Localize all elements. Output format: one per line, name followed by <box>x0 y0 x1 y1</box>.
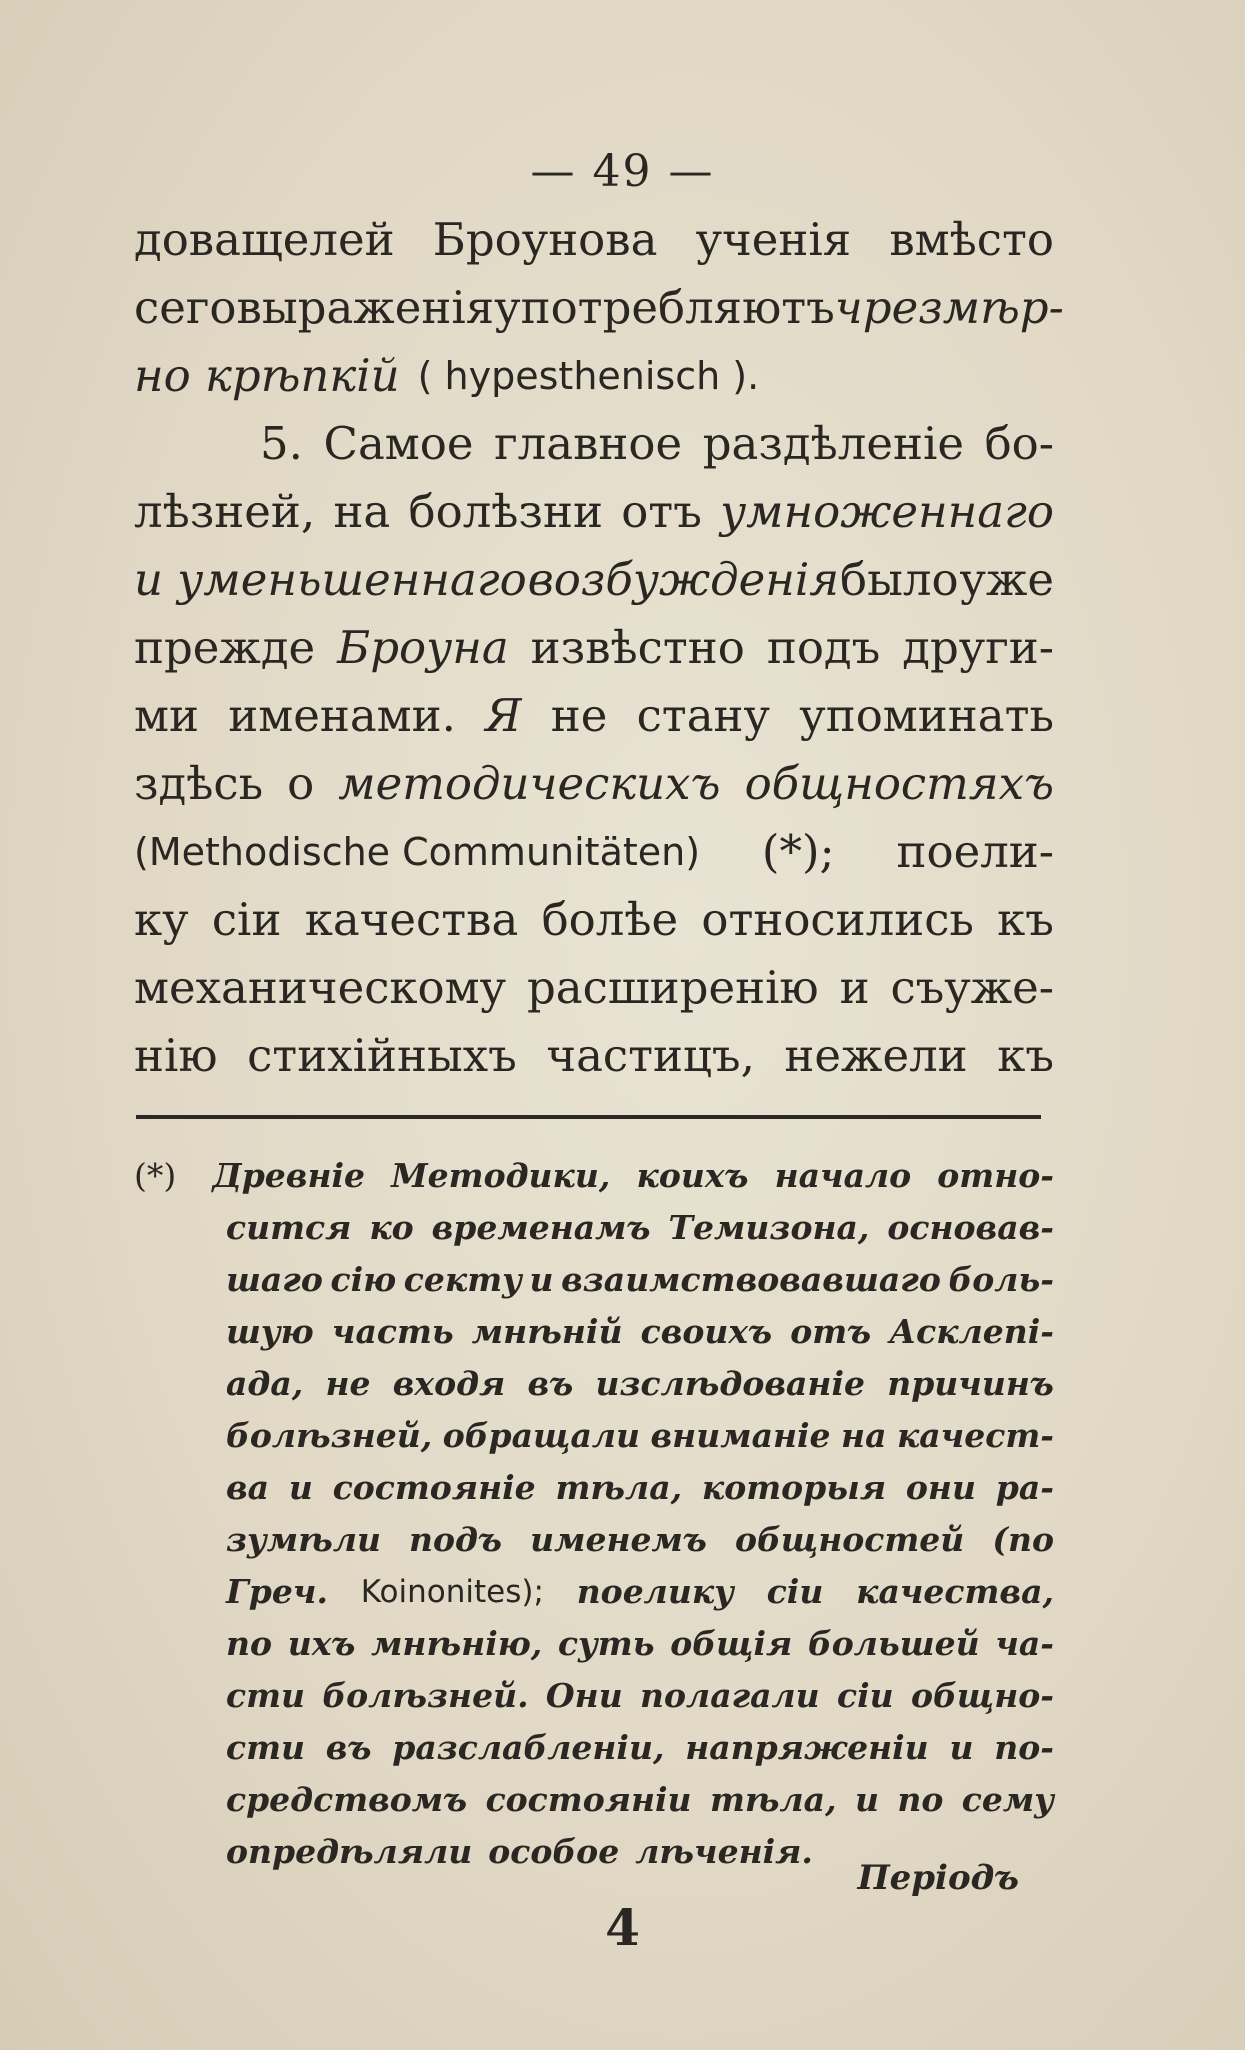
word: къ <box>997 1029 1054 1082</box>
word: поели- <box>896 825 1054 878</box>
word: относились <box>701 893 974 946</box>
word: болѣзней, <box>226 1416 433 1455</box>
word: частицъ, <box>546 1029 755 1082</box>
word: по <box>897 1780 944 1819</box>
word: доващелей <box>134 213 395 266</box>
text-line <box>134 1022 1054 1090</box>
word: качества <box>304 893 519 946</box>
word: поелику <box>576 1572 734 1611</box>
word: боль- <box>948 1260 1054 1299</box>
footnote-line <box>134 1150 1054 1202</box>
word: тѣла, <box>709 1780 837 1819</box>
italic-word: возбужденія <box>527 553 840 606</box>
word: упоминать <box>799 689 1054 742</box>
word: сію <box>330 1260 397 1299</box>
word: и <box>529 1260 554 1299</box>
word: ученія <box>695 213 852 266</box>
word: шую <box>226 1312 314 1351</box>
word: болѣзней. <box>322 1676 529 1715</box>
word: лѣзней, <box>134 485 316 538</box>
word: стану <box>636 689 770 742</box>
word: Асклепі- <box>889 1312 1054 1351</box>
word: сится <box>226 1208 352 1247</box>
word: ада, <box>226 1364 304 1403</box>
word: причинъ <box>887 1364 1054 1403</box>
word: въ <box>527 1364 574 1403</box>
footnote-line <box>134 1462 1054 1514</box>
word: ча- <box>995 1624 1054 1663</box>
italic-word: общностяхъ <box>744 757 1054 810</box>
italic-word: чрезмѣр- <box>834 281 1064 334</box>
word: прежде <box>134 621 316 674</box>
word: опредѣляли <box>226 1832 473 1871</box>
word: ва <box>226 1468 270 1507</box>
word: и <box>854 1780 879 1819</box>
word: своихъ <box>640 1312 773 1351</box>
word: други- <box>902 621 1054 674</box>
word: здѣсь <box>134 757 264 810</box>
word: стихійныхъ <box>247 1029 517 1082</box>
signature-mark: 4 <box>605 1898 640 1957</box>
text-line <box>134 206 1054 274</box>
word: подъ <box>409 1520 502 1559</box>
paragraph-number: 5. <box>260 417 303 470</box>
word: (по <box>992 1520 1054 1559</box>
page-number: — 49 — <box>530 146 715 197</box>
italic-word: умноженнаго <box>720 485 1054 538</box>
word: главное <box>494 417 683 470</box>
word: полагали <box>640 1676 820 1715</box>
main-text <box>134 206 1064 1090</box>
footnote-marker: (*) <box>134 1156 177 1195</box>
footnote-line <box>134 1774 1054 1826</box>
word: Методики, <box>391 1156 611 1195</box>
word: которыя <box>701 1468 887 1507</box>
word: нежели <box>784 1029 968 1082</box>
footnote-line <box>134 1514 1054 1566</box>
word: бо- <box>984 417 1054 470</box>
text-line <box>134 750 1054 818</box>
text-line <box>134 274 1064 342</box>
word: нію <box>134 1029 218 1082</box>
word: отно- <box>937 1156 1054 1195</box>
word: суть <box>557 1624 655 1663</box>
text-line <box>134 886 1054 954</box>
text-line <box>134 614 1054 682</box>
word: разслабленіи, <box>392 1728 665 1767</box>
text-line <box>134 546 1054 614</box>
word: коихъ <box>636 1156 749 1195</box>
text-line <box>134 478 1054 546</box>
word: входя <box>392 1364 506 1403</box>
word: состояніе <box>332 1468 536 1507</box>
word: по- <box>994 1728 1054 1767</box>
word: на <box>333 485 391 538</box>
latin-term: ( hypesthenisch ). <box>417 354 760 398</box>
word: именемъ <box>530 1520 707 1559</box>
word: съуже- <box>890 961 1054 1014</box>
word: ихъ <box>287 1624 356 1663</box>
word: они <box>905 1468 976 1507</box>
word: качества, <box>856 1572 1054 1611</box>
footnote <box>134 1150 1054 1878</box>
footnote-line <box>134 1306 1054 1358</box>
word: сти <box>226 1728 306 1767</box>
footnote-line <box>134 1722 1054 1774</box>
word: сіи <box>211 893 282 946</box>
word: механическому <box>134 961 507 1014</box>
word: ми <box>134 689 199 742</box>
word: къ <box>997 893 1054 946</box>
word: болѣзни <box>408 485 603 538</box>
footnote-line <box>134 1670 1054 1722</box>
text-line <box>134 682 1054 750</box>
italic-word: Я <box>485 689 522 742</box>
word: выраженія <box>236 281 495 334</box>
word: Они <box>545 1676 623 1715</box>
word: отъ <box>621 485 702 538</box>
footnote-line <box>134 1566 1054 1618</box>
word: было <box>840 553 959 606</box>
word: и <box>839 961 870 1014</box>
text-line <box>134 342 1054 410</box>
word: общностей <box>734 1520 965 1559</box>
word: основав- <box>887 1208 1054 1247</box>
word: состояніи <box>485 1780 692 1819</box>
word: качест- <box>896 1416 1054 1455</box>
word: не <box>550 689 608 742</box>
word: уже <box>959 553 1054 606</box>
word: отъ <box>790 1312 872 1351</box>
word: зумѣли <box>226 1520 381 1559</box>
footnote-line <box>134 1254 1054 1306</box>
word: большей <box>807 1624 980 1663</box>
word: секту <box>403 1260 522 1299</box>
latin-term: (Methodische Communitäten) <box>134 830 701 874</box>
word: мнѣній <box>471 1312 623 1351</box>
word: вниманіе <box>650 1416 831 1455</box>
word: и <box>949 1728 974 1767</box>
word: вмѣсто <box>889 213 1054 266</box>
word: лѣченія. <box>635 1832 813 1871</box>
word: мнѣнію, <box>371 1624 543 1663</box>
word: Самое <box>323 417 474 470</box>
italic-word: методическихъ <box>338 757 721 810</box>
word: средствомъ <box>226 1780 468 1819</box>
word: по <box>226 1624 273 1663</box>
word: сіи <box>837 1676 894 1715</box>
footnote-divider <box>136 1115 1041 1119</box>
latin-term: Koinonites); <box>360 1574 544 1610</box>
word: тѣла, <box>555 1468 683 1507</box>
word: извѣстно <box>530 621 745 674</box>
word: раздѣленіе <box>702 417 964 470</box>
word: подъ <box>766 621 881 674</box>
word: сти <box>226 1676 306 1715</box>
text-line <box>134 818 1054 886</box>
word: ко <box>369 1208 414 1247</box>
word: ра- <box>995 1468 1054 1507</box>
word: общія <box>670 1624 793 1663</box>
footnote-line <box>134 1618 1054 1670</box>
word: Греч. <box>226 1572 328 1611</box>
word: напряженіи <box>685 1728 929 1767</box>
italic-word: и уменьшеннаго <box>134 553 527 606</box>
footnote-line <box>134 1410 1054 1462</box>
footnote-line <box>134 1358 1054 1410</box>
word: о <box>287 757 315 810</box>
word: часть <box>331 1312 454 1351</box>
word: общно- <box>910 1676 1054 1715</box>
word: сего <box>134 281 237 334</box>
word: особое <box>488 1832 620 1871</box>
word: употребляютъ <box>494 281 835 334</box>
word: Древніе <box>212 1156 366 1195</box>
italic-word: Броуна <box>337 621 509 674</box>
text-line <box>134 954 1054 1022</box>
text-line <box>134 410 1054 478</box>
italic-word: но крѣпкій <box>134 349 400 402</box>
word: ку <box>134 893 189 946</box>
word: временамъ <box>431 1208 651 1247</box>
word: болѣе <box>541 893 679 946</box>
word: на <box>841 1416 887 1455</box>
word: обращали <box>442 1416 640 1455</box>
word: именами. <box>228 689 456 742</box>
word: Броунова <box>432 213 658 266</box>
word: изслѣдованіе <box>595 1364 865 1403</box>
word: расширенію <box>527 961 819 1014</box>
word: сему <box>961 1780 1054 1819</box>
footnote-ref: (*); <box>761 825 835 878</box>
word: взаимствовавшаго <box>561 1260 941 1299</box>
catchword: Періодъ <box>857 1858 1019 1898</box>
word: не <box>325 1364 371 1403</box>
footnote-line <box>134 1202 1054 1254</box>
word: Темизона, <box>668 1208 870 1247</box>
word: въ <box>325 1728 372 1767</box>
word: начало <box>774 1156 912 1195</box>
word: сіи <box>766 1572 824 1611</box>
word: и <box>288 1468 313 1507</box>
word: шаго <box>226 1260 323 1299</box>
